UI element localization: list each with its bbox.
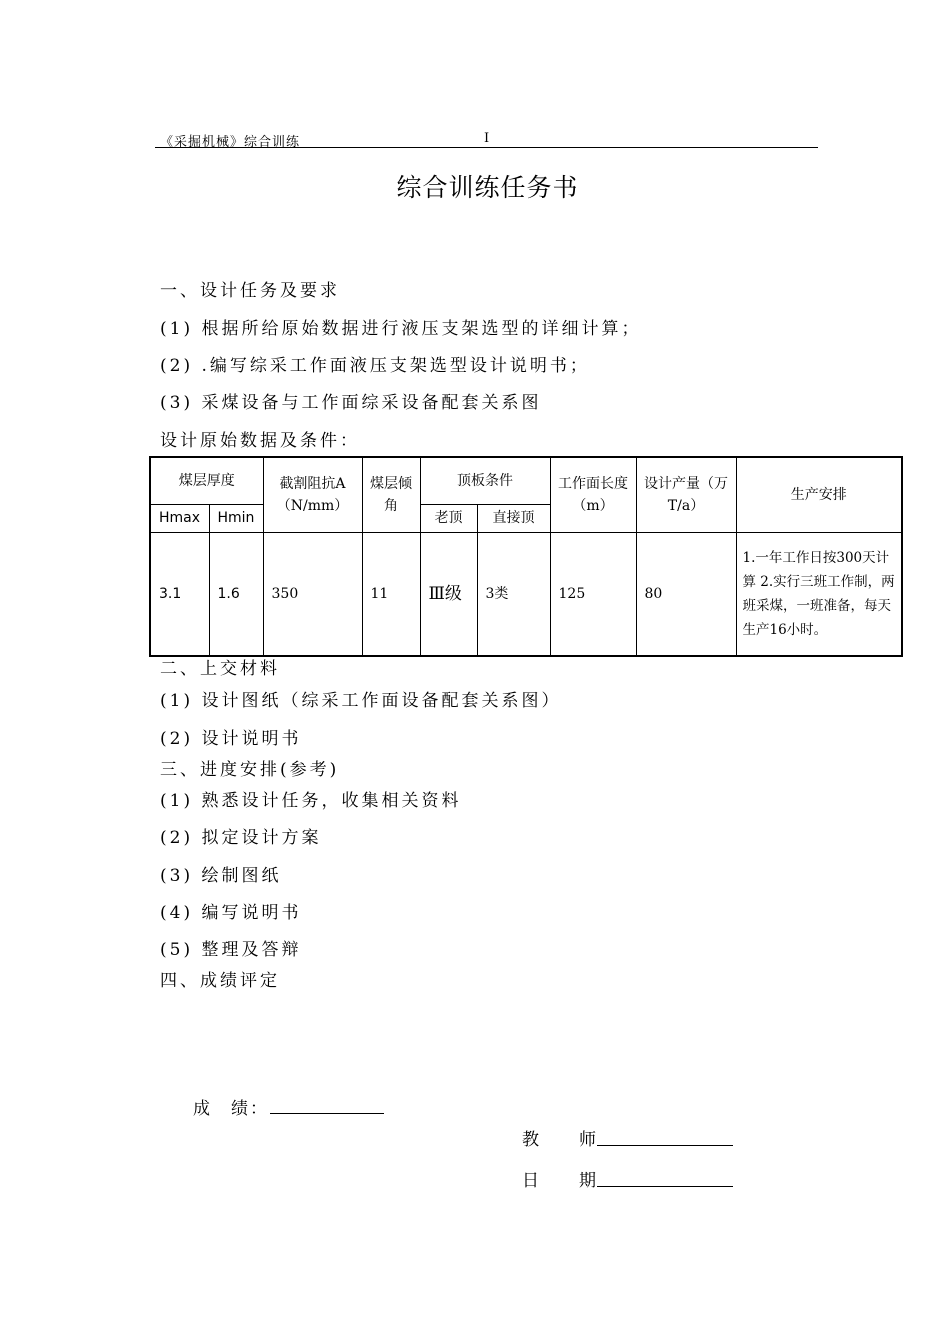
cell-direct-roof: 3类	[477, 532, 550, 656]
section-4-heading: 四、成绩评定	[160, 971, 280, 991]
section-3-item: (1) 熟悉设计任务，收集相关资料	[160, 791, 462, 811]
cell-cutting-resistance: 350	[263, 532, 362, 656]
header-old-roof: 老顶	[420, 504, 477, 532]
teacher-underline	[597, 1145, 733, 1146]
header-face-length: 工作面长度（m）	[550, 457, 636, 532]
header-course-title: 《采掘机械》综合训练	[160, 135, 301, 150]
section-3-heading: 三、进度安排(参考)	[160, 760, 340, 780]
section-3-item: (3) 绘制图纸	[160, 866, 282, 886]
section-1-item: (1) 根据所给原始数据进行液压支架选型的详细计算；	[160, 319, 642, 339]
document-title: 综合训练任务书	[396, 173, 579, 202]
header-direct-roof: 直接顶	[477, 504, 550, 532]
cell-old-roof: Ⅲ级	[420, 532, 477, 656]
grade-underline	[270, 1113, 384, 1114]
header-roof-conditions: 顶板条件	[420, 457, 550, 504]
cell-production-schedule: 1.一年工作日按300天计算 2.实行三班工作制，两班采煤，一班准备，每天生产16小时。	[736, 532, 902, 656]
grade-label: 成 绩：	[193, 1099, 269, 1119]
header-cutting-resistance: 截割阻抗A（N/mm）	[263, 457, 362, 532]
cell-hmax: 3.1	[150, 532, 209, 656]
cell-seam-dip: 11	[362, 532, 420, 656]
section-3-item: (4) 编写说明书	[160, 903, 302, 923]
section-1-heading: 一、设计任务及要求	[160, 281, 340, 301]
header-hmin: Hmin	[209, 504, 263, 532]
header-rule	[155, 147, 818, 148]
data-intro: 设计原始数据及条件：	[160, 431, 360, 451]
teacher-label: 教 师	[522, 1130, 598, 1150]
header-seam-dip: 煤层倾角	[362, 457, 420, 532]
date-underline	[597, 1186, 733, 1187]
header-page-number: I	[484, 131, 490, 146]
cell-face-length: 125	[550, 532, 636, 656]
section-1-item: (3) 采煤设备与工作面综采设备配套关系图	[160, 393, 542, 413]
header-production-schedule: 生产安排	[736, 457, 902, 532]
cell-design-output: 80	[636, 532, 736, 656]
cell-hmin: 1.6	[209, 532, 263, 656]
header-design-output: 设计产量（万T/a）	[636, 457, 736, 532]
section-2-heading: 二、上交材料	[160, 659, 280, 679]
section-3-item: (2) 拟定设计方案	[160, 828, 322, 848]
section-2-item: (2) 设计说明书	[160, 729, 302, 749]
section-3-item: (5) 整理及答辩	[160, 940, 302, 960]
header-hmax: Hmax	[150, 504, 209, 532]
header-seam-thickness: 煤层厚度	[150, 457, 263, 504]
section-2-item: (1) 设计图纸（综采工作面设备配套关系图）	[160, 691, 562, 711]
date-label: 日 期	[522, 1171, 598, 1191]
design-data-table	[149, 456, 903, 657]
section-1-item: (2) .编写综采工作面液压支架选型设计说明书；	[160, 356, 590, 376]
